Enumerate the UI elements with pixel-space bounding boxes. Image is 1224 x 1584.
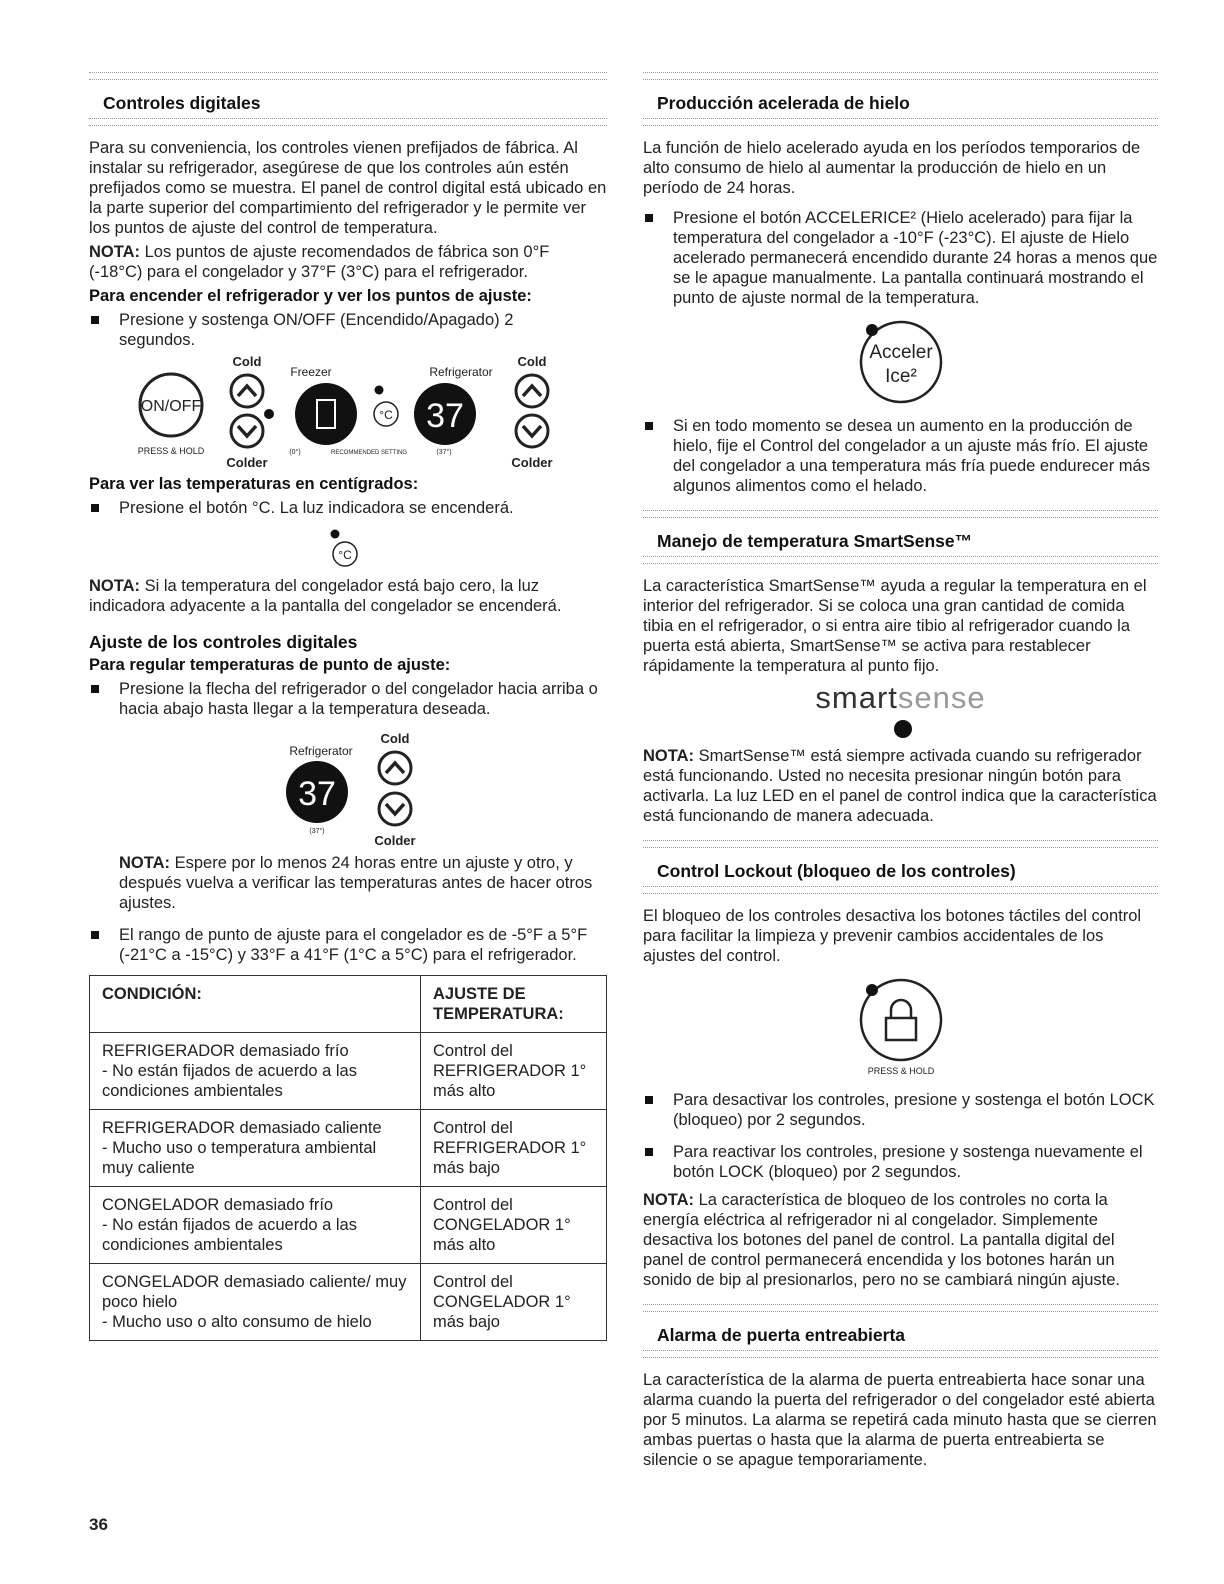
bullet-item (643, 208, 1158, 308)
note-text: La característica de bloqueo de los controles no corta la energía eléctrica al refrigerador ni al congelador. Simplemente desactiva los botones del panel de control. La pantalla digital del panel de control permanecerá encendida y los botones harán un sonido de bip al presionarlos, pero no se cambiará ningún ajuste. (643, 1191, 1120, 1289)
celsius-label: °C (379, 408, 393, 422)
smartsense-logo (643, 680, 1158, 716)
paragraph: El bloqueo de los controles desactiva los botones táctiles del control para facilitar la limpieza y prevenir cambios accidentales de los ajustes del control. (643, 907, 1142, 965)
bullet-item (643, 416, 1158, 496)
table-row (90, 1264, 607, 1341)
section-rule (89, 72, 607, 80)
celsius-indicator-icon (375, 386, 384, 395)
bullet-item (643, 1142, 1158, 1182)
table-cell (421, 1033, 607, 1110)
bullet-item (89, 925, 607, 965)
instruction-heading: Para ver las temperaturas en centígrados: (89, 475, 419, 493)
cell-text: REFRIGERADOR demasiado caliente (102, 1119, 382, 1137)
bullet-item (643, 1090, 1158, 1130)
section-rule (643, 510, 1158, 518)
control-panel-figure (89, 350, 607, 472)
smartsense-led-row (643, 716, 1158, 742)
cell-text: Control del (433, 1273, 513, 1291)
refrigerator-control-figure (89, 727, 607, 849)
note (643, 746, 1158, 826)
table-cell (90, 1187, 421, 1264)
freezer-display-value (89, 350, 90, 351)
accelerice-svg (643, 316, 1158, 408)
freezer-display (295, 383, 357, 445)
cold-label-right: Cold (517, 354, 547, 369)
cell-text: - No están fijados de acuerdo a las condiciones ambientales (102, 1216, 357, 1254)
cell-text: más alto (433, 1236, 496, 1254)
lock-svg (643, 974, 1158, 1080)
accelerice-label-line2: Ice² (885, 366, 917, 387)
bullet-item (89, 498, 607, 518)
refrigerator-control-svg (89, 727, 607, 849)
cell-text: REFRIGERADOR demasiado frío (102, 1042, 349, 1060)
bullet-text: Para reactivar los controles, presione y sostenga nuevamente el botón LOCK (bloqueo) por 2 segundos. (673, 1143, 1143, 1181)
cell-text: CONGELADOR demasiado caliente/ muy poco hielo (102, 1273, 407, 1311)
table-row (90, 1187, 607, 1264)
refrigerator-label: Refrigerator (429, 365, 493, 379)
note-text: Espere por lo menos 24 horas entre un ajuste y otro, y después vuelva a verificar las temperaturas antes de hacer otros ajustes. (119, 854, 593, 912)
bullet-text: Para desactivar los controles, presione y sostenga el botón LOCK (bloqueo) por 2 segundos. (673, 1091, 1155, 1129)
cell-text: REFRIGERADOR 1° (433, 1062, 587, 1080)
cell-text: más bajo (433, 1159, 500, 1177)
note-text: SmartSense™ está siempre activada cuando su refrigerador está funcionando. Usted no necesita presionar ningún botón para activarla. La luz LED en el panel de control indica que la característica está funcionando de manera adecuada. (643, 747, 1157, 825)
cold-label: Cold (380, 731, 410, 746)
note (89, 576, 607, 616)
down-arrow-icon[interactable] (379, 793, 411, 825)
paragraph: La función de hielo acelerado ayuda en los períodos temporarios de alto consumo de hielo al aumentar la producción de hielo en un período de 24 horas. (643, 139, 1141, 197)
cold-label-left: Cold (232, 354, 262, 369)
note-text: Los puntos de ajuste recomendados de fábrica son 0°F (-18°C) para el congelador y 37°F (3°C) para el refrigerador. (89, 243, 550, 281)
section-rule (89, 118, 607, 126)
instruction-heading: Para encender el refrigerador y ver los puntos de ajuste: (89, 287, 532, 305)
lock-indicator-icon (866, 984, 878, 996)
cell-text: - Mucho uso o temperatura ambiental muy caliente (102, 1139, 377, 1177)
note-label: NOTA: (89, 243, 141, 261)
celsius-label: °C (338, 548, 352, 562)
accelerice-indicator-icon (866, 324, 878, 336)
smartsense-led-icon (894, 720, 912, 738)
section-rule (643, 118, 1158, 126)
setting-high-label: (37°) (436, 449, 452, 456)
logo-text-dark: smart (815, 680, 898, 715)
bullet-item (89, 679, 607, 719)
note-label: NOTA: (119, 854, 171, 872)
refrigerator-up-arrow-icon[interactable] (516, 375, 548, 407)
section-rule (643, 72, 1158, 80)
bullet-text: Presione el botón °C. La luz indicadora se encenderá. (119, 499, 514, 517)
table-cell (421, 1264, 607, 1341)
bullet-text: Presione y sostenga ON/OFF (Encendido/Apagado) 2 segundos. (119, 311, 514, 349)
bullet-text: El rango de punto de ajuste para el congelador es de -5°F a 5°F (-21°C a -15°C) y 33°F a 41°F (1°C a 5°C) para el refrigerador. (119, 926, 588, 964)
setting-label: (37°) (309, 828, 325, 835)
table-cell (90, 1033, 421, 1110)
celsius-figure (89, 526, 607, 570)
cell-text: Control del (433, 1042, 513, 1060)
on-off-label: ON/OFF (140, 398, 202, 415)
left-column (89, 72, 607, 1341)
table-header-adjustment: AJUSTE DE TEMPERATURA: (421, 976, 607, 1033)
logo-text-light: sense (897, 680, 986, 715)
table-cell (90, 1264, 421, 1341)
table-header-row (90, 976, 607, 1033)
paragraph: La característica de la alarma de puerta entreabierta hace sonar una alarma cuando la puerta del refrigerador o del congelador esté abierta por 5 minutos. La alarma se repetirá cada minuto hasta que se cierren ambas puertas o hasta que la alarma de puerta entreabierta se silencie o se apague temporariamente. (643, 1371, 1157, 1469)
section-title-controles-digitales: Controles digitales (103, 93, 261, 113)
cell-text: Control del (433, 1196, 513, 1214)
paragraph: La característica SmartSense™ ayuda a regular la temperatura en el interior del refrigerador. Si se coloca una gran cantidad de comida tibia en el refrigerador, o si entra aire tibio al refrigerador cuando la puerta está abierta, SmartSense™ se activa para restablecer rápidamente la temperatura al punto fijo. (643, 577, 1147, 675)
lock-figure (643, 974, 1158, 1080)
section-title-lockout: Control Lockout (bloqueo de los controles) (657, 861, 1016, 881)
section-rule (643, 886, 1158, 894)
note-label: NOTA: (643, 747, 695, 765)
press-hold-label: PRESS & HOLD (867, 1066, 935, 1076)
celsius-indicator-icon (331, 530, 340, 539)
table-row (90, 1110, 607, 1187)
freezer-indicator-icon (264, 409, 274, 419)
celsius-svg (89, 526, 607, 570)
accelerice-figure (643, 316, 1158, 408)
note-text: Si la temperatura del congelador está bajo cero, la luz indicadora adyacente a la pantalla del congelador se encenderá. (89, 577, 562, 615)
table-header-condition: CONDICIÓN: (90, 976, 421, 1033)
refrigerator-label: Refrigerator (289, 744, 353, 758)
recommended-setting-label: RECOMMENDED SETTING (330, 450, 408, 456)
bullet-text: Presione la flecha del refrigerador o del congelador hacia arriba o hacia abajo hasta llegar a la temperatura deseada. (119, 680, 598, 718)
table-row (90, 1033, 607, 1110)
cell-text: - Mucho uso o alto consumo de hielo (102, 1313, 372, 1331)
section-rule (643, 1304, 1158, 1312)
bullet-text: Si en todo momento se desea un aumento en la producción de hielo, fije el Control del congelador a un ajuste más frío. El ajuste del congelador a una temperatura más fría puede endurecer más algunos alimentos como el helado. (673, 417, 1150, 495)
page-number: 36 (89, 1515, 108, 1534)
table-cell (421, 1110, 607, 1187)
note-label: NOTA: (89, 577, 141, 595)
section-title-ajuste: Ajuste de los controles digitales (89, 632, 358, 652)
section-rule (643, 556, 1158, 564)
cell-text: REFRIGERADOR 1° (433, 1139, 587, 1157)
paragraph: Para su conveniencia, los controles vienen prefijados de fábrica. Al instalar su refrigerador, asegúrese de que los controles aún estén prefijados como se muestra. El panel de control digital está ubicado en la parte superior del compartimiento del refrigerador y le permite ver los puntos de ajuste del control de temperatura. (89, 139, 607, 237)
press-hold-label: PRESS & HOLD (137, 446, 205, 456)
accelerice-label-line1: Acceler (869, 342, 933, 363)
cell-text: más bajo (433, 1313, 500, 1331)
table-cell (90, 1110, 421, 1187)
instruction-heading: Para regular temperaturas de punto de ajuste: (89, 656, 451, 674)
temperature-adjustment-table (89, 975, 607, 1341)
note-label: NOTA: (643, 1191, 695, 1209)
refrigerator-down-arrow-icon[interactable] (516, 415, 548, 447)
cell-text: CONGELADOR 1° (433, 1293, 571, 1311)
colder-label: Colder (374, 833, 416, 848)
freezer-down-arrow-icon[interactable] (231, 415, 263, 447)
up-arrow-icon[interactable] (379, 752, 411, 784)
cell-text: más alto (433, 1082, 496, 1100)
bullet-text: Presione el botón ACCELERICE² (Hielo acelerado) para fijar la temperatura del congelador a -10°F (-23°C). El ajuste de Hielo acelerado permanecerá encendido durante 24 horas a menos que se le apague manualmente. La pantalla continuará mostrando el punto de ajuste normal de la temperatura. (673, 209, 1158, 307)
refrigerator-display-value: 37 (426, 397, 464, 435)
table-cell (421, 1187, 607, 1264)
colder-label-right: Colder (511, 455, 553, 470)
smartsense-led-svg (643, 716, 1158, 742)
section-title-alarma: Alarma de puerta entreabierta (657, 1325, 906, 1345)
cell-text: Control del (433, 1119, 513, 1137)
note (89, 242, 607, 282)
cell-text: CONGELADOR 1° (433, 1216, 571, 1234)
freezer-up-arrow-icon[interactable] (231, 375, 263, 407)
section-rule (643, 840, 1158, 848)
section-title-smartsense: Manejo de temperatura SmartSense™ (657, 531, 973, 551)
setting-low-label: (0°) (289, 449, 301, 456)
note (89, 853, 607, 913)
note (643, 1190, 1158, 1290)
right-column (643, 72, 1158, 1474)
cell-text: - No están fijados de acuerdo a las condiciones ambientales (102, 1062, 357, 1100)
control-panel-svg (89, 350, 607, 472)
section-rule (643, 1350, 1158, 1358)
bullet-item (89, 310, 607, 350)
cell-text: CONGELADOR demasiado frío (102, 1196, 334, 1214)
section-title-hielo: Producción acelerada de hielo (657, 93, 910, 113)
freezer-label: Freezer (290, 365, 332, 379)
colder-label-left: Colder (226, 455, 268, 470)
refrigerator-display-value: 37 (298, 775, 336, 813)
